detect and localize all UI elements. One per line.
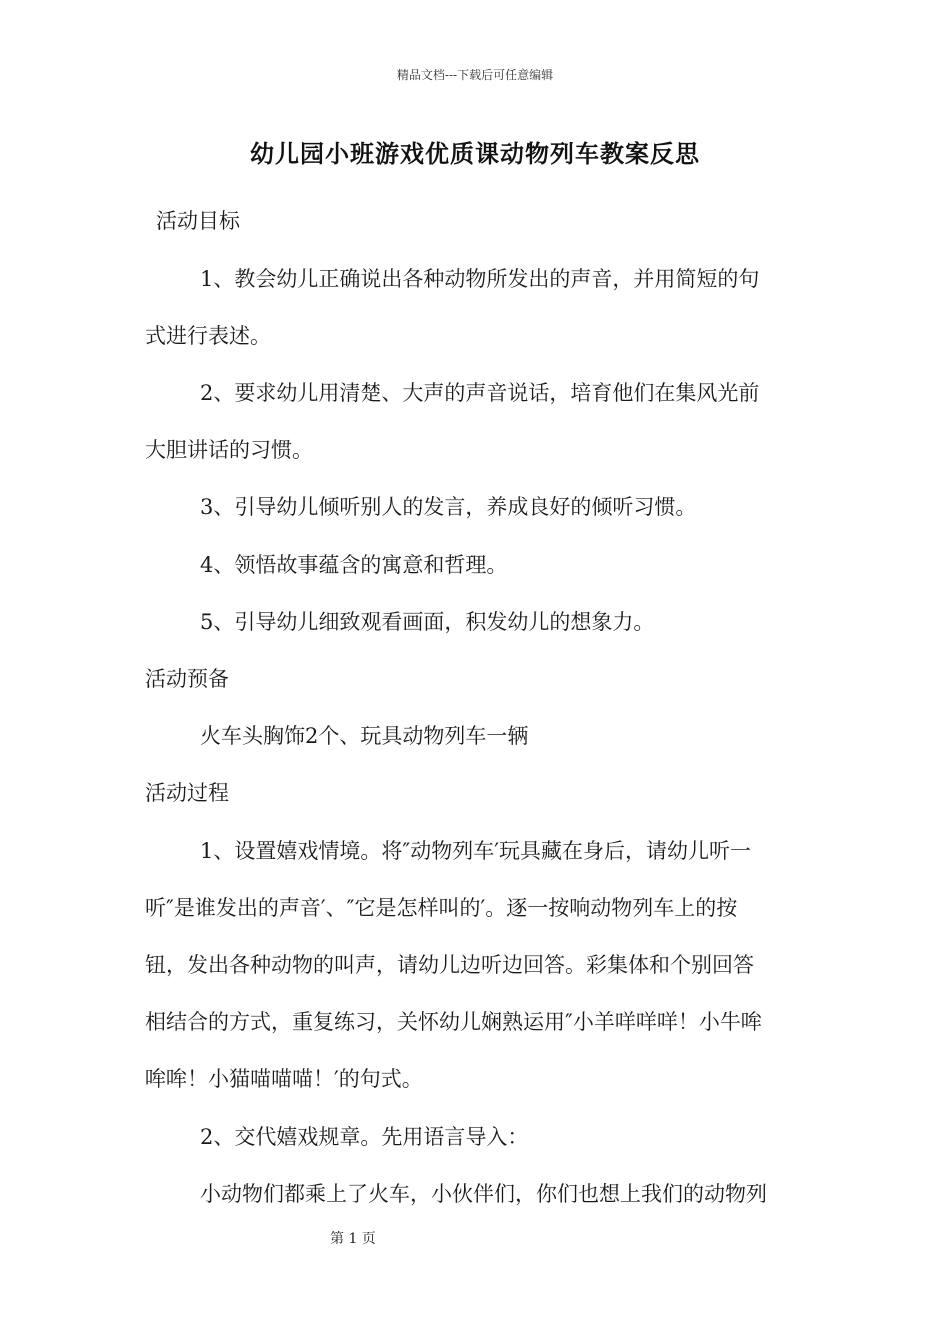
goal-2-line-1: 2、要求幼儿用清楚、大声的声音说话，培育他们在集风光前: [200, 381, 760, 405]
goal-5: 5、引导幼儿细致观看画面，积发幼儿的想象力。: [200, 610, 655, 634]
page-number: 第 1 页: [330, 1231, 376, 1247]
process-2-text: 小动物们都乘上了火车，小伙伴们，你们也想上我们的动物列: [200, 1182, 767, 1206]
document-title: 幼儿园小班游戏优质课动物列车教案反思: [250, 139, 700, 168]
goal-1-line-1: 1、教会幼儿正确说出各种动物所发出的声音，并用简短的句: [200, 267, 760, 291]
process-1-line-3: 钮，发出各种动物的叫声，请幼儿边听边回答。彩集体和个别回答: [145, 953, 754, 977]
goal-2-line-2: 大胆讲话的习惯。: [145, 438, 313, 462]
section-heading-prep: 活动预备: [145, 667, 229, 691]
process-1-line-4: 相结合的方式，重复练习，关怀幼儿娴熟运用″小羊咩咩咩！小牛哞: [145, 1010, 762, 1034]
section-heading-goals: 活动目标: [156, 209, 240, 233]
section-heading-process: 活动过程: [145, 781, 229, 805]
process-1-line-2: 听″是谁发出的声音′、″它是怎样叫的′。逐一按响动物列车上的按: [145, 896, 738, 920]
header-note: 精品文档---下载后可任意编辑: [396, 68, 554, 82]
process-2: 2、交代嬉戏规章。先用语言导入：: [200, 1125, 529, 1149]
process-1-line-5: 哞哞！小猫喵喵喵！′的句式。: [145, 1067, 423, 1091]
process-1-line-1: 1、设置嬉戏情境。将″动物列车′玩具藏在身后，请幼儿听一: [200, 839, 751, 863]
goal-3: 3、引导幼儿倾听别人的发言，养成良好的倾听习惯。: [200, 495, 697, 519]
prep-text: 火车头胸饰2个、玩具动物列车一辆: [200, 724, 529, 748]
goal-4: 4、领悟故事蕴含的寓意和哲理。: [200, 553, 508, 577]
goal-1-line-2: 式进行表述。: [145, 324, 271, 348]
